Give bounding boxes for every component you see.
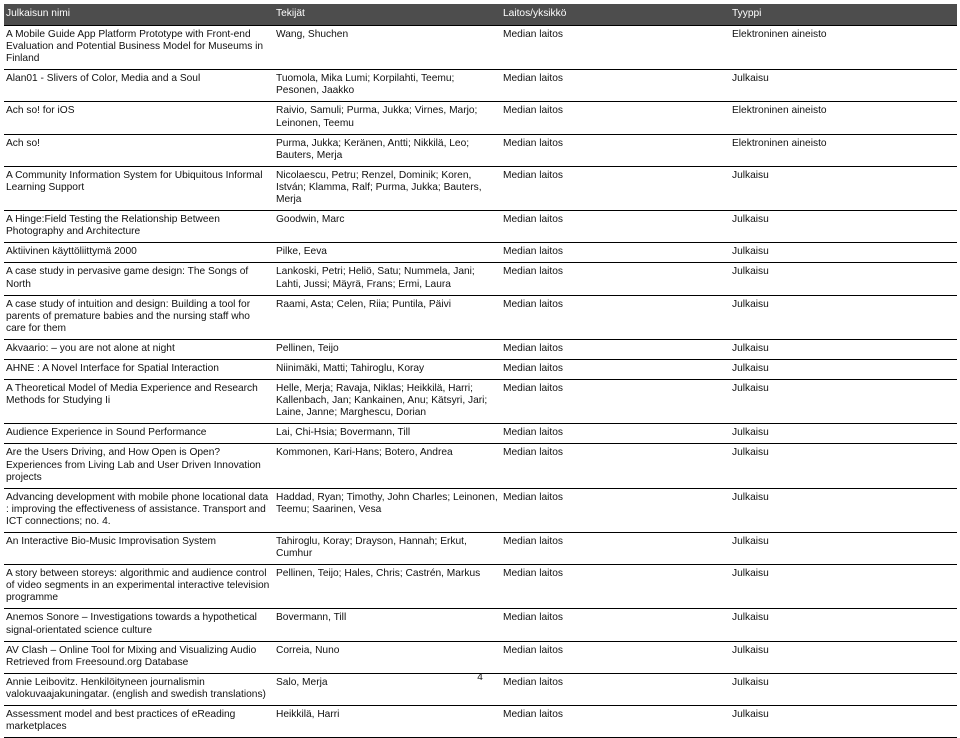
row-department: Median laitos bbox=[501, 359, 730, 379]
row-title: An Interactive Bio-Music Improvisation System bbox=[4, 533, 274, 565]
row-authors: Raivio, Samuli; Purma, Jukka; Virnes, Marjo; Leinonen, Teemu bbox=[274, 102, 501, 134]
table-row bbox=[4, 706, 957, 738]
row-title: Anemos Sonore – Investigations towards a hypothetical signal-orientated science culture bbox=[4, 609, 274, 641]
row-department: Median laitos bbox=[501, 211, 730, 243]
column-header-title: Julkaisun nimi bbox=[4, 4, 274, 26]
row-type: Julkaisu bbox=[730, 444, 957, 488]
row-title: A case study of intuition and design: Building a tool for parents of premature babies and the nursing staff who care for them bbox=[4, 295, 274, 339]
row-authors: Haddad, Ryan; Timothy, John Charles; Leinonen, Teemu; Saarinen, Vesa bbox=[274, 488, 501, 532]
table-row bbox=[4, 565, 957, 609]
row-authors: Goodwin, Marc bbox=[274, 211, 501, 243]
row-title: A Community Information System for Ubiquitous Informal Learning Support bbox=[4, 166, 274, 210]
row-authors: Bovermann, Till bbox=[274, 609, 501, 641]
row-type: Julkaisu bbox=[730, 70, 957, 102]
table-row bbox=[4, 359, 957, 379]
row-department: Median laitos bbox=[501, 565, 730, 609]
row-title: AHNE : A Novel Interface for Spatial Interaction bbox=[4, 359, 274, 379]
row-title: Annie Leibovitz. Henkilöityneen journalismin valokuvaajakuningatar. (english and swedish translations) bbox=[4, 673, 274, 705]
row-authors: Heikkilä, Harri bbox=[274, 706, 501, 738]
row-authors: Tahiroglu, Koray; Drayson, Hannah; Erkut, Cumhur bbox=[274, 533, 501, 565]
row-type: Julkaisu bbox=[730, 424, 957, 444]
page-number: 4 bbox=[477, 672, 483, 683]
row-type: Julkaisu bbox=[730, 380, 957, 424]
table-row bbox=[4, 243, 957, 263]
column-header-department: Laitos/yksikkö bbox=[501, 4, 730, 26]
row-title: Audience Experience in Sound Performance bbox=[4, 424, 274, 444]
row-title: Are the Users Driving, and How Open is Open? Experiences from Living Lab and User Driven Innovation projects bbox=[4, 444, 274, 488]
row-department: Median laitos bbox=[501, 166, 730, 210]
row-type: Julkaisu bbox=[730, 673, 957, 705]
row-department: Median laitos bbox=[501, 673, 730, 705]
table-row bbox=[4, 102, 957, 134]
row-type: Julkaisu bbox=[730, 359, 957, 379]
row-type: Elektroninen aineisto bbox=[730, 102, 957, 134]
column-header-authors: Tekijät bbox=[274, 4, 501, 26]
row-department: Median laitos bbox=[501, 102, 730, 134]
row-authors: Salo, Merja bbox=[274, 673, 501, 705]
table-row bbox=[4, 166, 957, 210]
row-type: Julkaisu bbox=[730, 565, 957, 609]
row-type: Julkaisu bbox=[730, 211, 957, 243]
row-department: Median laitos bbox=[501, 641, 730, 673]
table-row bbox=[4, 263, 957, 295]
row-title: A case study in pervasive game design: The Songs of North bbox=[4, 263, 274, 295]
table-row bbox=[4, 134, 957, 166]
row-department: Median laitos bbox=[501, 70, 730, 102]
table-row bbox=[4, 70, 957, 102]
row-authors: Lai, Chi-Hsia; Bovermann, Till bbox=[274, 424, 501, 444]
row-title: Akvaario: – you are not alone at night bbox=[4, 339, 274, 359]
row-department: Median laitos bbox=[501, 424, 730, 444]
row-department: Median laitos bbox=[501, 533, 730, 565]
row-department: Median laitos bbox=[501, 263, 730, 295]
table-row bbox=[4, 533, 957, 565]
row-department: Median laitos bbox=[501, 295, 730, 339]
row-title: A story between storeys: algorithmic and audience control of video segments in an experimental interactive television programme bbox=[4, 565, 274, 609]
row-authors: Purma, Jukka; Keränen, Antti; Nikkilä, Leo; Bauters, Merja bbox=[274, 134, 501, 166]
row-department: Median laitos bbox=[501, 380, 730, 424]
row-department: Median laitos bbox=[501, 26, 730, 70]
table-row bbox=[4, 26, 957, 70]
row-department: Median laitos bbox=[501, 134, 730, 166]
row-type: Julkaisu bbox=[730, 609, 957, 641]
row-authors: Tuomola, Mika Lumi; Korpilahti, Teemu; Pesonen, Jaakko bbox=[274, 70, 501, 102]
row-authors: Helle, Merja; Ravaja, Niklas; Heikkilä, Harri; Kallenbach, Jan; Kankainen, Anu; Kätsyri, Jari; Laine, Janne; Marghescu, Dorian bbox=[274, 380, 501, 424]
row-authors: Pellinen, Teijo; Hales, Chris; Castrén, Markus bbox=[274, 565, 501, 609]
row-title: Alan01 - Slivers of Color, Media and a Soul bbox=[4, 70, 274, 102]
row-title: A Mobile Guide App Platform Prototype with Front-end Evaluation and Potential Business Model for Museums in Finland bbox=[4, 26, 274, 70]
table-row bbox=[4, 295, 957, 339]
table-row bbox=[4, 339, 957, 359]
row-authors: Pilke, Eeva bbox=[274, 243, 501, 263]
row-type: Julkaisu bbox=[730, 263, 957, 295]
publications-table bbox=[4, 4, 957, 738]
row-type: Julkaisu bbox=[730, 641, 957, 673]
row-type: Julkaisu bbox=[730, 706, 957, 738]
row-title: Ach so! for iOS bbox=[4, 102, 274, 134]
column-header-type: Tyyppi bbox=[730, 4, 957, 26]
row-type: Elektroninen aineisto bbox=[730, 26, 957, 70]
row-authors: Niinimäki, Matti; Tahiroglu, Koray bbox=[274, 359, 501, 379]
row-title: A Hinge:Field Testing the Relationship Between Photography and Architecture bbox=[4, 211, 274, 243]
row-department: Median laitos bbox=[501, 444, 730, 488]
table-row bbox=[4, 424, 957, 444]
row-type: Julkaisu bbox=[730, 488, 957, 532]
table-row bbox=[4, 488, 957, 532]
row-title: Aktiivinen käyttöliittymä 2000 bbox=[4, 243, 274, 263]
row-type: Julkaisu bbox=[730, 533, 957, 565]
row-type: Elektroninen aineisto bbox=[730, 134, 957, 166]
row-authors: Kommonen, Kari-Hans; Botero, Andrea bbox=[274, 444, 501, 488]
row-authors: Pellinen, Teijo bbox=[274, 339, 501, 359]
table-row bbox=[4, 380, 957, 424]
row-type: Julkaisu bbox=[730, 166, 957, 210]
table-row bbox=[4, 609, 957, 641]
row-department: Median laitos bbox=[501, 243, 730, 263]
row-title: A Theoretical Model of Media Experience and Research Methods for Studying Ii bbox=[4, 380, 274, 424]
row-authors: Wang, Shuchen bbox=[274, 26, 501, 70]
row-department: Median laitos bbox=[501, 488, 730, 532]
row-department: Median laitos bbox=[501, 706, 730, 738]
row-title: Ach so! bbox=[4, 134, 274, 166]
row-title: AV Clash – Online Tool for Mixing and Visualizing Audio Retrieved from Freesound.org Database bbox=[4, 641, 274, 673]
row-authors: Correia, Nuno bbox=[274, 641, 501, 673]
row-title: Assessment model and best practices of eReading marketplaces bbox=[4, 706, 274, 738]
row-title: Advancing development with mobile phone locational data : improving the effectiveness of assistance. Transport and ICT connections; no. 4. bbox=[4, 488, 274, 532]
row-authors: Lankoski, Petri; Heliö, Satu; Nummela, Jani; Lahti, Jussi; Mäyrä, Frans; Ermi, Laura bbox=[274, 263, 501, 295]
table-header-row bbox=[4, 4, 957, 26]
row-authors: Raami, Asta; Celen, Riia; Puntila, Päivi bbox=[274, 295, 501, 339]
row-type: Julkaisu bbox=[730, 243, 957, 263]
table-row bbox=[4, 641, 957, 673]
row-department: Median laitos bbox=[501, 339, 730, 359]
row-department: Median laitos bbox=[501, 609, 730, 641]
row-authors: Nicolaescu, Petru; Renzel, Dominik; Koren, István; Klamma, Ralf; Purma, Jukka; Bauters, Merja bbox=[274, 166, 501, 210]
row-type: Julkaisu bbox=[730, 295, 957, 339]
row-type: Julkaisu bbox=[730, 339, 957, 359]
table-row bbox=[4, 444, 957, 488]
table-row bbox=[4, 211, 957, 243]
